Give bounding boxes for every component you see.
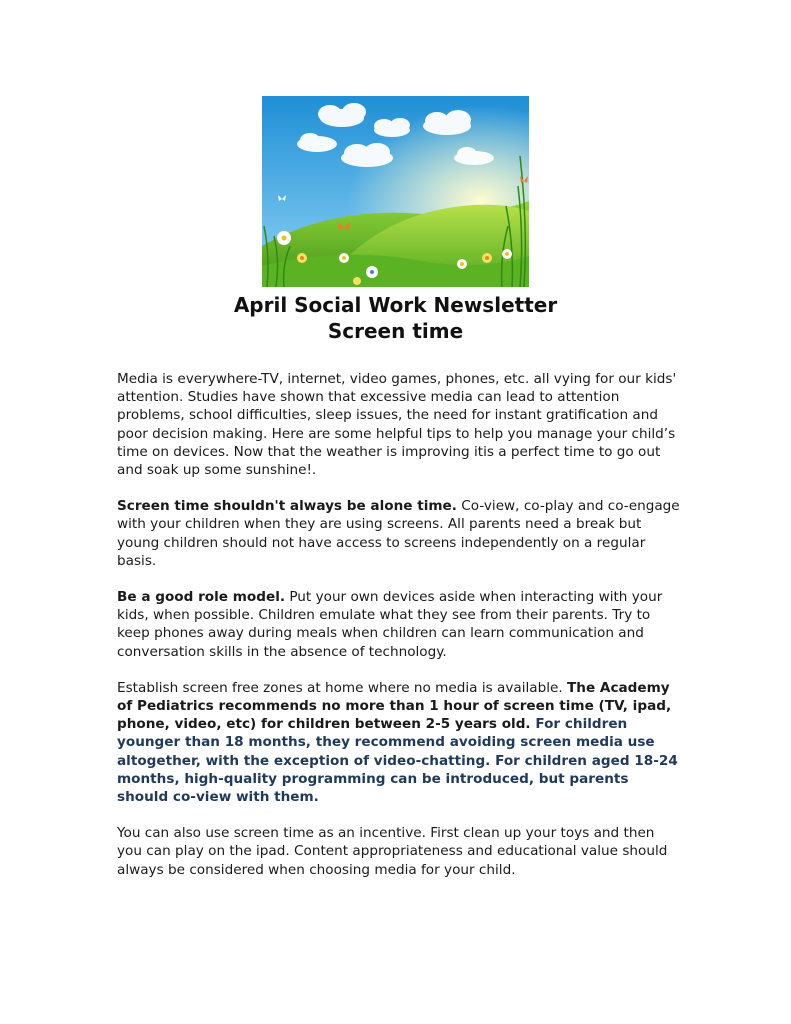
role-model-paragraph [117,588,682,661]
newsletter-title: April Social Work Newsletter [233,293,558,317]
age-guidelines: For children younger than 18 months, they recommend avoiding screen media use altogether, with the exception of video-chatting. For children aged 18-24 months, high-quality programming can be introduced, but parents should co-view with them. [117,716,678,806]
role-model-body: Put your own devices aside when interacting with your kids, when possible. Children emulate what they see from their parents. Try to keep phones away during meals when children can learn communication and conversation skills in the absence of technology. [117,589,663,660]
newsletter-subtitle: Screen time [327,319,464,343]
newsletter-heading [0,292,791,344]
meadow-picture [262,96,529,287]
alone-time-paragraph [117,497,682,570]
alone-time-heading: Screen time shouldn't always be alone time. [117,498,457,515]
screen-free-zones-paragraph [117,679,682,806]
academy-recommendation: The Academy of Pediatrics recommends no more than 1 hour of screen time (TV, ipad, phone, video, etc) for children between 2-5 years old. [117,679,672,733]
alone-time-body: Co-view, co-play and co-engage with your children when they are using screens. All parents need a break but young children should not have access to screens independently on a regular basis. [117,498,680,569]
intro-paragraph: Media is everywhere-TV, internet, video games, phones, etc. all vying for our kids' attention. Studies have shown that excessive media can lead to attention problems, school difficulties, sleep issues, the need for instant gratification and poor decision making. Here are some helpful tips to help you manage your child’s time on devices. Now that the weather is improving itis a perfect time to go out and soak up some sunshine!. [117,371,677,479]
role-model-heading: Be a good role model. [117,589,286,606]
spring-meadow-illustration [262,96,529,287]
newsletter-body [117,370,682,897]
zones-intro: Establish screen free zones at home where no media is available. [117,679,568,696]
incentive-paragraph: You can also use screen time as an incentive. First clean up your toys and then you can play on the ipad. Content appropriateness and educational value should always be considered when choosing media for your child. [117,825,668,878]
